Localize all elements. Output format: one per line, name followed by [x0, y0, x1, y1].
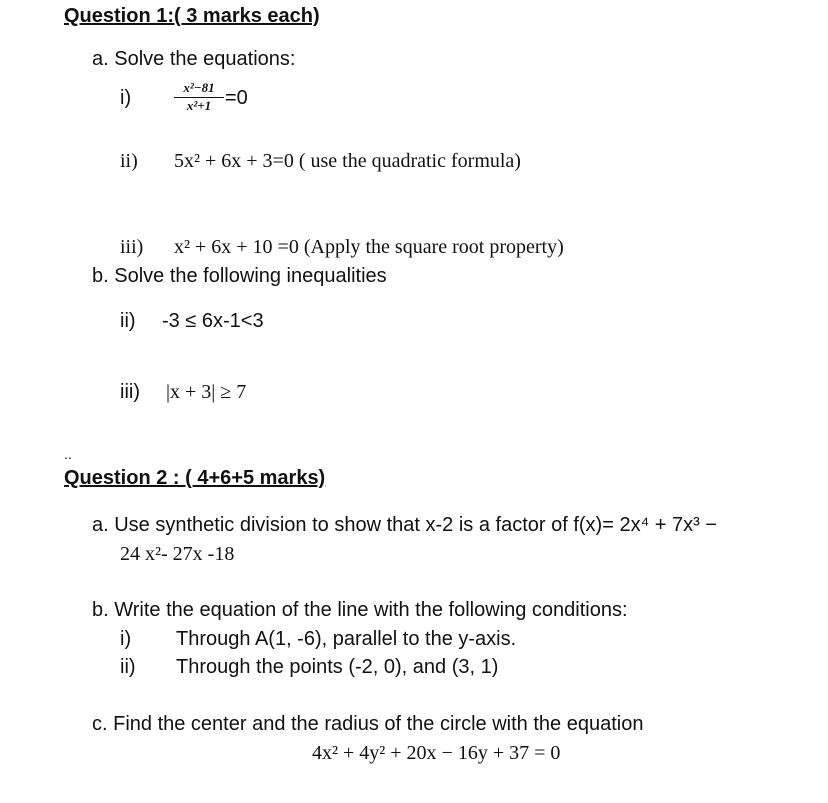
- q2-c-circle-equation: 4x² + 4y² + 20x − 16y + 37 = 0: [312, 742, 561, 764]
- q2-part-a-text-cont: 24 x²- 27x -18: [120, 543, 235, 565]
- q2-b-ii-text: Through the points (-2, 0), and (3, 1): [176, 656, 499, 678]
- q1-b-ii-number: ii): [120, 310, 136, 332]
- q2-b-i-text: Through A(1, -6), parallel to the y-axis.: [176, 628, 517, 650]
- q1-a-ii-equation: 5x² + 6x + 3=0 ( use the quadratic formula): [174, 150, 521, 172]
- q1-a-i-rhs: =0: [225, 87, 248, 109]
- fraction-numerator: x²−81: [183, 80, 215, 95]
- q2-part-b-label: b. Write the equation of the line with the following conditions:: [92, 599, 628, 621]
- q1-a-i-number: i): [120, 87, 132, 109]
- question-2-title: Question 2 : ( 4+6+5 marks): [64, 467, 326, 489]
- q1-b-iii-number: iii): [120, 381, 140, 403]
- q1-b-iii-inequality: |x + 3| ≥ 7: [166, 381, 247, 403]
- q1-a-i-fraction: [172, 80, 226, 114]
- q1-b-ii-inequality: -3 ≤ 6x-1<3: [162, 310, 264, 332]
- q2-b-i-number: i): [120, 628, 132, 650]
- q2-part-c-label: c. Find the center and the radius of the circle with the equation: [92, 713, 644, 735]
- q2-part-a-text: a. Use synthetic division to show that x-2 is a factor of f(x)= 2x⁴ + 7x³ −: [92, 514, 717, 536]
- q2-b-ii-number: ii): [120, 656, 136, 678]
- fraction-denominator: x²+1: [186, 98, 212, 113]
- q1-a-iii-equation: x² + 6x + 10 =0 (Apply the square root property): [174, 236, 564, 258]
- dots-marker: ..: [64, 446, 72, 462]
- q1-part-a-label: a. Solve the equations:: [92, 48, 296, 70]
- q1-a-ii-number: ii): [120, 150, 138, 172]
- q1-part-b-label: b. Solve the following inequalities: [92, 265, 387, 287]
- q1-a-iii-number: iii): [120, 236, 144, 258]
- question-1-title: Question 1:( 3 marks each): [64, 5, 320, 27]
